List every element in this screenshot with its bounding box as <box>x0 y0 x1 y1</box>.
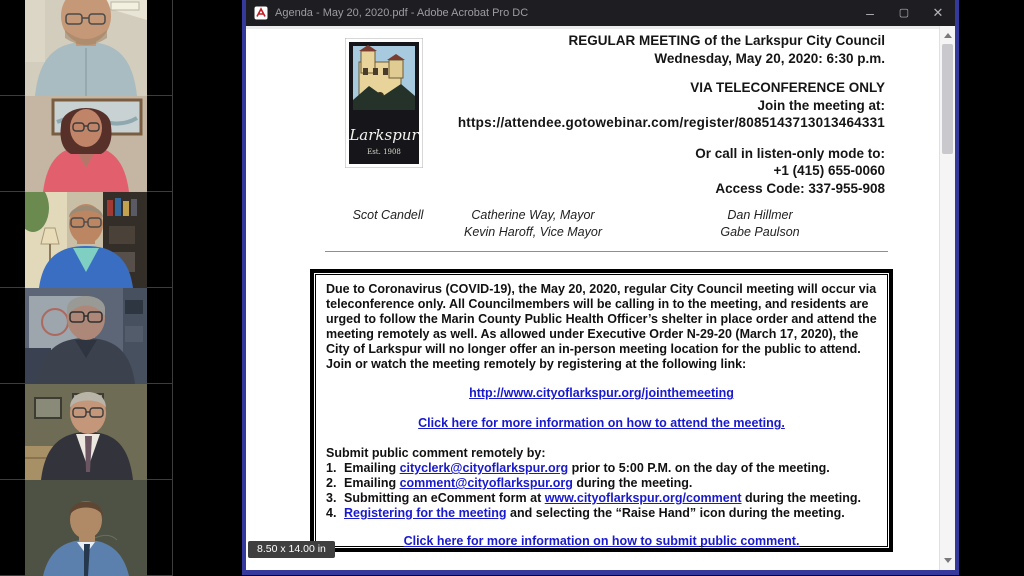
header-line-2: Wednesday, May 20, 2020: 6:30 p.m. <box>654 50 885 66</box>
titlebar <box>246 0 955 26</box>
window-controls <box>853 0 955 26</box>
council-column-1 <box>353 207 424 224</box>
item-text: Submitting an eComment form at <box>344 490 545 505</box>
council-member: Gabe Paulson <box>720 225 800 239</box>
acrobat-window <box>242 0 959 575</box>
header-line-4: Join the meeting at: <box>757 97 885 113</box>
covid-notice-box <box>310 269 893 552</box>
comment-option-1 <box>326 461 877 476</box>
participant-5-scene <box>25 384 147 480</box>
logo-established: Est. 1908 <box>367 148 401 156</box>
webinar-register-link[interactable]: https://attendee.gotowebinar.com/register/8085143713013464331 <box>457 115 885 130</box>
council-member: Scot Candell <box>352 208 424 222</box>
participant-1-scene <box>25 0 147 96</box>
acrobat-pdf-icon <box>254 6 268 20</box>
participant-6-scene <box>25 480 147 576</box>
participant-video-2[interactable] <box>0 96 172 192</box>
phone-number: +1 (415) 655-0060 <box>773 163 885 178</box>
item-text: Emailing <box>344 461 400 476</box>
scroll-down-icon[interactable] <box>940 553 955 568</box>
council-column-3 <box>720 207 799 241</box>
participant-video-5[interactable] <box>0 384 172 480</box>
item-number: 3. <box>326 490 337 505</box>
vertical-scrollbar[interactable] <box>939 26 955 570</box>
participant-grid <box>0 0 173 576</box>
join-meeting-link[interactable]: http://www.cityoflarkspur.org/jointhemeeting <box>469 386 734 401</box>
page-size-tooltip: 8.50 x 14.00 in <box>248 541 335 558</box>
participant-3-scene <box>25 192 147 288</box>
council-column-2 <box>464 207 602 241</box>
register-meeting-link[interactable]: Registering for the meeting <box>344 505 507 520</box>
scroll-up-icon[interactable] <box>940 28 955 43</box>
window-title: Agenda - May 20, 2020.pdf - Adobe Acrobat Pro DC <box>275 7 529 19</box>
scrollbar-thumb[interactable] <box>942 44 953 154</box>
ecomment-form-link[interactable]: www.cityoflarkspur.org/comment <box>544 490 742 505</box>
document-top-strip <box>246 26 955 29</box>
cityclerk-email-link[interactable]: cityclerk@cityoflarkspur.org <box>399 461 569 476</box>
meeting-header <box>458 32 885 197</box>
submit-comment-info-link[interactable]: Click here for more information on how to submit public comment. <box>403 533 800 548</box>
access-code: Access Code: 337-955-908 <box>715 180 885 196</box>
minimize-button[interactable]: – <box>866 5 874 21</box>
comment-email-link[interactable]: comment@cityoflarkspur.org <box>399 476 573 491</box>
submit-comment-heading: Submit public comment remotely by: <box>326 446 546 461</box>
participant-2-scene <box>25 96 147 192</box>
larkspur-city-logo <box>345 38 423 173</box>
maximize-button[interactable]: ▢ <box>898 7 910 19</box>
participant-video-1[interactable] <box>0 0 172 96</box>
participant-video-3[interactable] <box>0 192 172 288</box>
close-button[interactable]: ✕ <box>932 5 944 20</box>
comment-option-4 <box>326 506 877 521</box>
council-member: Kevin Haroff, Vice Mayor <box>463 225 603 239</box>
participant-video-6[interactable] <box>0 480 172 576</box>
pdf-document-area <box>246 26 955 570</box>
item-number: 2. <box>326 476 337 491</box>
covid-notice-content <box>315 274 888 547</box>
header-line-6: Or call in listen-only mode to: <box>695 145 885 161</box>
header-line-1: REGULAR MEETING of the Larkspur City Council <box>568 33 885 48</box>
item-text: prior to 5:00 P.M. on the day of the meeting. <box>568 461 830 476</box>
item-text: during the meeting. <box>741 490 861 505</box>
item-number: 1. <box>326 461 337 476</box>
notice-paragraph: Due to Coronavirus (COVID-19), the May 20, 2020, regular City Council meeting will occur via teleconference only. All Councilmembers will be calling in to the meeting, and residents are urged to follow the Marin County Public Health Officer’s shelter in place order and attend the meeting remotely as well. As allowed under Executive Order N-29-20 (March 17, 2020), the City of Larkspur will no longer offer an in-person meeting location for the public to attend. Join or watch the meeting remotely by registering at the following link: <box>326 282 877 371</box>
council-member: Dan Hillmer <box>727 208 793 222</box>
comment-option-3 <box>326 491 877 506</box>
council-member: Catherine Way, Mayor <box>471 208 595 222</box>
header-line-3: VIA TELECONFERENCE ONLY <box>690 80 885 95</box>
comment-option-2 <box>326 476 877 491</box>
item-text: and selecting the “Raise Hand” icon during the meeting. <box>506 505 845 520</box>
item-number: 4. <box>326 505 337 520</box>
item-text: Emailing <box>344 476 400 491</box>
attend-info-link[interactable]: Click here for more information on how to attend the meeting. <box>418 416 785 431</box>
header-divider <box>325 251 888 252</box>
item-text: during the meeting. <box>572 476 693 491</box>
participant-video-4[interactable] <box>0 288 172 384</box>
participant-4-scene <box>25 288 147 384</box>
logo-city-name: Larkspur <box>349 126 419 144</box>
